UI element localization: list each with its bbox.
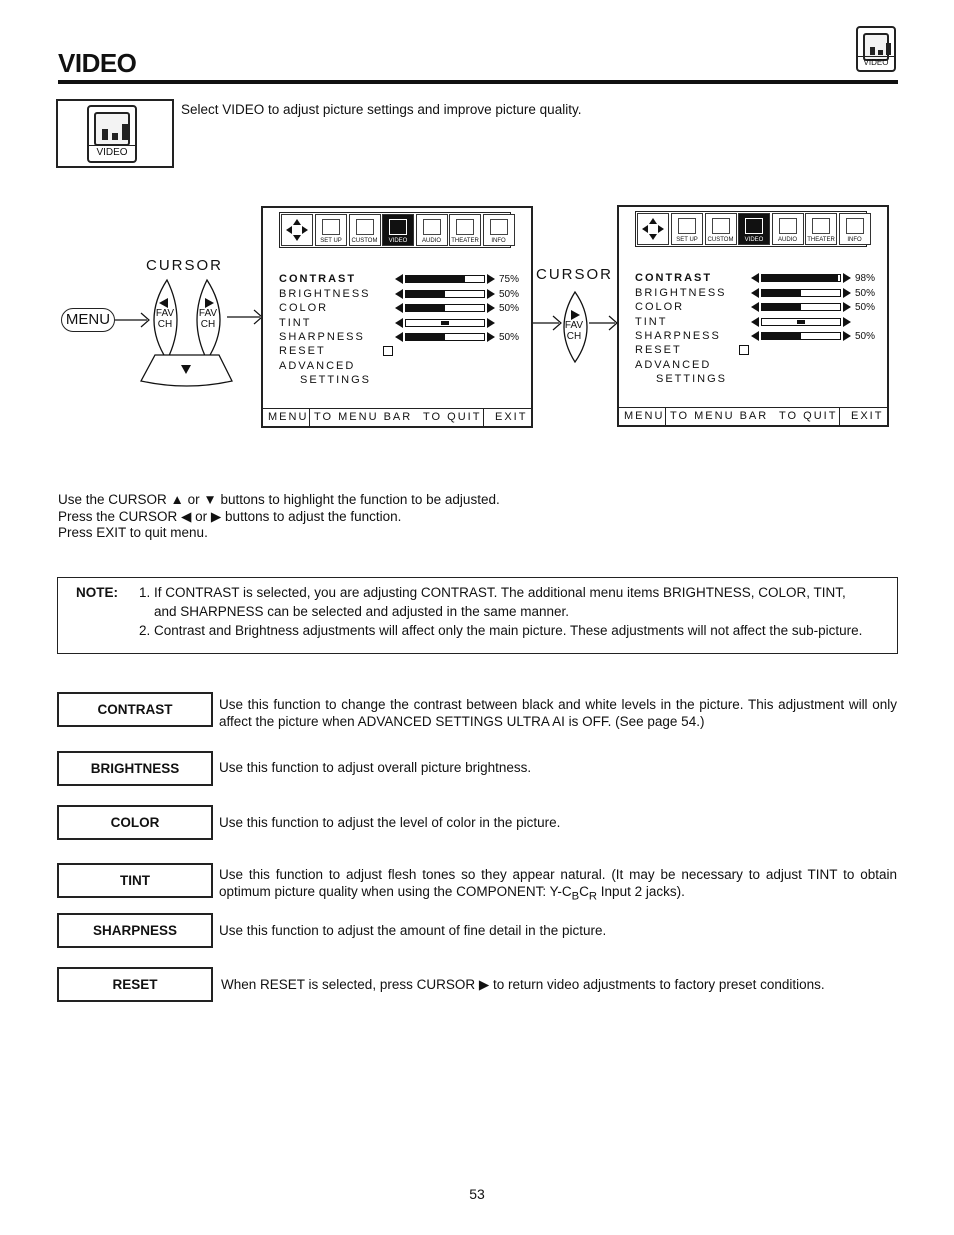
- osd-footer-text: TO QUIT: [423, 411, 482, 423]
- osd-footer-text: EXIT: [495, 411, 528, 423]
- intro-icon-box: [56, 99, 174, 168]
- osd-item-contrast[interactable]: CONTRAST: [279, 273, 357, 285]
- intro-text: Select VIDEO to adjust picture settings and improve picture quality.: [181, 102, 582, 117]
- slider-value-color: 50%: [855, 302, 876, 313]
- slider-increase-icon[interactable]: [487, 274, 495, 284]
- note-line-1b: and SHARPNESS can be selected and adjusted in the same manner.: [154, 604, 569, 619]
- function-desc-brightness: Use this function to adjust overall picture brightness.: [219, 760, 532, 775]
- slider-value-contrast: 98%: [855, 273, 876, 284]
- osd-tab-label: INFO: [847, 237, 862, 243]
- slider-fill: [762, 275, 838, 281]
- osd-footer-text: EXIT: [851, 410, 884, 422]
- slider-color[interactable]: [405, 304, 485, 312]
- note-label: NOTE:: [76, 585, 118, 600]
- osd-tab-info[interactable]: [483, 214, 515, 246]
- slider-fill: [762, 333, 801, 339]
- video-icon: [856, 26, 896, 72]
- osd-menu-after: [617, 205, 889, 427]
- slider-fill: [406, 291, 445, 297]
- osd-item-sharpness[interactable]: SHARPNESS: [279, 331, 365, 343]
- slider-fill: [762, 304, 801, 310]
- osd-tab-label: THEATER: [807, 237, 835, 243]
- slider-tint[interactable]: [405, 319, 485, 327]
- slider-decrease-icon[interactable]: [395, 332, 403, 342]
- slider-brightness[interactable]: [761, 289, 841, 297]
- custom-icon: [712, 218, 730, 234]
- slider-tint[interactable]: [761, 318, 841, 326]
- osd-tab-label: SET UP: [676, 237, 698, 243]
- slider-decrease-icon[interactable]: [751, 302, 759, 312]
- slider-marker: [797, 320, 805, 324]
- slider-decrease-icon[interactable]: [395, 303, 403, 313]
- reset-checkbox[interactable]: [739, 345, 749, 355]
- osd-tab-label: CUSTOM: [351, 238, 378, 244]
- setup-icon: [678, 218, 696, 234]
- footer-divider: [309, 409, 310, 426]
- slider-fill: [762, 290, 801, 296]
- custom-icon: [356, 219, 374, 235]
- osd-item-contrast[interactable]: CONTRAST: [635, 272, 713, 284]
- osd-tab-info[interactable]: [839, 213, 871, 245]
- function-label-tint: TINT: [57, 863, 213, 898]
- function-label-brightness: BRIGHTNESS: [57, 751, 213, 786]
- osd-footer-text: TO QUIT: [779, 410, 838, 422]
- theater-icon: [812, 218, 830, 234]
- instruction-1: Use the CURSOR ▲ or ▼ buttons to highlight the function to be adjusted.: [58, 492, 500, 507]
- slider-contrast[interactable]: [761, 274, 841, 282]
- footer-divider: [483, 409, 484, 426]
- slider-fill: [406, 334, 445, 340]
- osd-tab-set-up[interactable]: [315, 214, 347, 246]
- function-label-sharpness: SHARPNESS: [57, 913, 213, 948]
- audio-icon: [423, 219, 441, 235]
- function-label-color: COLOR: [57, 805, 213, 840]
- slider-color[interactable]: [761, 303, 841, 311]
- menu-button[interactable]: MENU: [61, 308, 115, 332]
- osd-tab-label: INFO: [491, 238, 506, 244]
- tint-sub-b: B: [571, 890, 580, 903]
- tint-mid-c: C: [579, 884, 589, 899]
- slider-decrease-icon[interactable]: [751, 273, 759, 283]
- slider-sharpness[interactable]: [405, 333, 485, 341]
- video-icon: [87, 105, 137, 163]
- osd-item-sharpness[interactable]: SHARPNESS: [635, 330, 721, 342]
- slider-increase-icon[interactable]: [843, 317, 851, 327]
- slider-value-sharpness: 50%: [855, 331, 876, 342]
- note-line-1a: 1. If CONTRAST is selected, you are adjusting CONTRAST. The additional menu items BRIGHTNESS, COLOR, TINT,: [139, 585, 846, 600]
- osd-tab-label: VIDEO: [744, 237, 764, 243]
- function-label-contrast: CONTRAST: [57, 692, 213, 727]
- tint-sub-r: R: [588, 890, 598, 903]
- setup-icon: [322, 219, 340, 235]
- osd-tab-label: THEATER: [451, 238, 479, 244]
- ch-label: CH: [157, 319, 173, 330]
- cursor-label: CURSOR: [146, 257, 224, 274]
- instruction-3: Press EXIT to quit menu.: [58, 525, 208, 540]
- info-icon: [490, 219, 508, 235]
- osd-item-brightness[interactable]: BRIGHTNESS: [635, 287, 727, 299]
- slider-increase-icon[interactable]: [487, 318, 495, 328]
- osd-footer: [619, 407, 887, 425]
- osd-tab-label: SET UP: [320, 238, 342, 244]
- osd-item-tint[interactable]: TINT: [635, 316, 668, 328]
- function-desc-reset: When RESET is selected, press CURSOR ▶ to return video adjustments to factory preset conditions.: [221, 977, 825, 992]
- title-rule: [58, 80, 898, 84]
- footer-divider: [665, 408, 666, 425]
- info-icon: [846, 218, 864, 234]
- ch-label: CH: [200, 319, 216, 330]
- ch-label: CH: [566, 331, 582, 342]
- page-title: VIDEO: [58, 48, 137, 78]
- slider-sharpness[interactable]: [761, 332, 841, 340]
- osd-item-brightness[interactable]: BRIGHTNESS: [279, 288, 371, 300]
- remote-cursor-pad: [115, 275, 265, 390]
- function-label-reset: RESET: [57, 967, 213, 1002]
- osd-tab-set-up[interactable]: [671, 213, 703, 245]
- slider-brightness[interactable]: [405, 290, 485, 298]
- slider-increase-icon[interactable]: [843, 331, 851, 341]
- osd-item-color[interactable]: COLOR: [279, 302, 329, 314]
- osd-item-settings: SETTINGS: [300, 374, 372, 386]
- osd-item-reset[interactable]: RESET: [635, 344, 682, 356]
- slider-increase-icon[interactable]: [487, 303, 495, 313]
- fav-ch-right-label: [195, 308, 221, 330]
- fav-ch-left-label: [152, 308, 178, 330]
- slider-decrease-icon[interactable]: [751, 317, 759, 327]
- page-number: 53: [469, 1186, 485, 1202]
- osd-tab-label: VIDEO: [388, 238, 408, 244]
- cursor-label: CURSOR: [536, 266, 614, 283]
- osd-footer-text: MENU: [268, 411, 309, 423]
- osd-tab-audio[interactable]: [772, 213, 804, 245]
- instruction-2: Press the CURSOR ◀ or ▶ buttons to adjust the function.: [58, 509, 402, 524]
- osd-tab-custom[interactable]: [349, 214, 381, 246]
- slider-increase-icon[interactable]: [487, 289, 495, 299]
- osd-footer-text: TO MENU BAR: [670, 410, 769, 422]
- osd-item-reset[interactable]: RESET: [279, 345, 326, 357]
- osd-item-advanced[interactable]: ADVANCED: [635, 359, 712, 371]
- fav-label: FAV: [564, 320, 584, 331]
- slider-decrease-icon[interactable]: [395, 274, 403, 284]
- slider-decrease-icon[interactable]: [395, 318, 403, 328]
- osd-tab-video[interactable]: [382, 214, 414, 246]
- slider-fill: [406, 276, 465, 282]
- note-line-2: 2. Contrast and Brightness adjustments will affect only the main picture. These adjustments will not affect the sub-picture.: [139, 623, 863, 638]
- slider-increase-icon[interactable]: [843, 302, 851, 312]
- osd-tab-video[interactable]: [738, 213, 770, 245]
- function-desc-tint: [219, 866, 897, 906]
- fav-ch-label: [561, 320, 587, 342]
- function-desc-contrast: Use this function to change the contrast between black and white levels in the picture. This adjustment will only affect the picture when ADVANCED SETTINGS ULTRA AI is OFF. (See page 54.): [219, 697, 897, 729]
- tint-desc-end: Input 2 jacks).: [597, 884, 685, 899]
- reset-checkbox[interactable]: [383, 346, 393, 356]
- fav-label: FAV: [198, 308, 218, 319]
- osd-tab-bar: [279, 212, 511, 248]
- slider-fill: [406, 305, 445, 311]
- osd-tab-custom[interactable]: [705, 213, 737, 245]
- audio-icon: [779, 218, 797, 234]
- slider-value-brightness: 50%: [499, 289, 520, 300]
- slider-value-sharpness: 50%: [499, 332, 520, 343]
- function-desc-sharpness: Use this function to adjust the amount of fine detail in the picture.: [219, 923, 607, 938]
- slider-decrease-icon[interactable]: [751, 331, 759, 341]
- video-icon-label: VIDEO: [858, 56, 894, 67]
- osd-footer-text: TO MENU BAR: [314, 411, 413, 423]
- slider-increase-icon[interactable]: [843, 288, 851, 298]
- slider-decrease-icon[interactable]: [751, 288, 759, 298]
- osd-item-settings: SETTINGS: [656, 373, 728, 385]
- osd-tab-theater[interactable]: [805, 213, 837, 245]
- slider-value-color: 50%: [499, 303, 520, 314]
- osd-tab-label: AUDIO: [421, 238, 441, 244]
- slider-contrast[interactable]: [405, 275, 485, 283]
- video-icon-label: VIDEO: [89, 145, 135, 158]
- osd-tab-label: AUDIO: [777, 237, 797, 243]
- fav-label: FAV: [155, 308, 175, 319]
- osd-tab-bar: [635, 211, 867, 247]
- theater-icon: [456, 219, 474, 235]
- osd-tab-label: CUSTOM: [707, 237, 734, 243]
- osd-menu-before: [261, 206, 533, 428]
- slider-decrease-icon[interactable]: [395, 289, 403, 299]
- osd-footer-text: MENU: [624, 410, 665, 422]
- osd-item-tint[interactable]: TINT: [279, 317, 312, 329]
- osd-item-advanced[interactable]: ADVANCED: [279, 360, 356, 372]
- tint-desc-text: Use this function to adjust flesh tones so they appear natural. (It may be necessary to adjust TINT to obtain optimum picture quality when using the COMPONENT: Y-C: [219, 867, 897, 899]
- slider-value-contrast: 75%: [499, 274, 520, 285]
- osd-tab-audio[interactable]: [416, 214, 448, 246]
- video-icon: [745, 218, 763, 234]
- function-desc-color: Use this function to adjust the level of color in the picture.: [219, 815, 561, 830]
- osd-tab-theater[interactable]: [449, 214, 481, 246]
- footer-divider: [839, 408, 840, 425]
- slider-value-brightness: 50%: [855, 288, 876, 299]
- video-icon: [389, 219, 407, 235]
- navigation-arrows-icon: [281, 214, 313, 246]
- slider-increase-icon[interactable]: [843, 273, 851, 283]
- osd-footer: [263, 408, 531, 426]
- osd-item-color[interactable]: COLOR: [635, 301, 685, 313]
- navigation-arrows-icon: [637, 213, 669, 245]
- slider-increase-icon[interactable]: [487, 332, 495, 342]
- slider-marker: [441, 321, 449, 325]
